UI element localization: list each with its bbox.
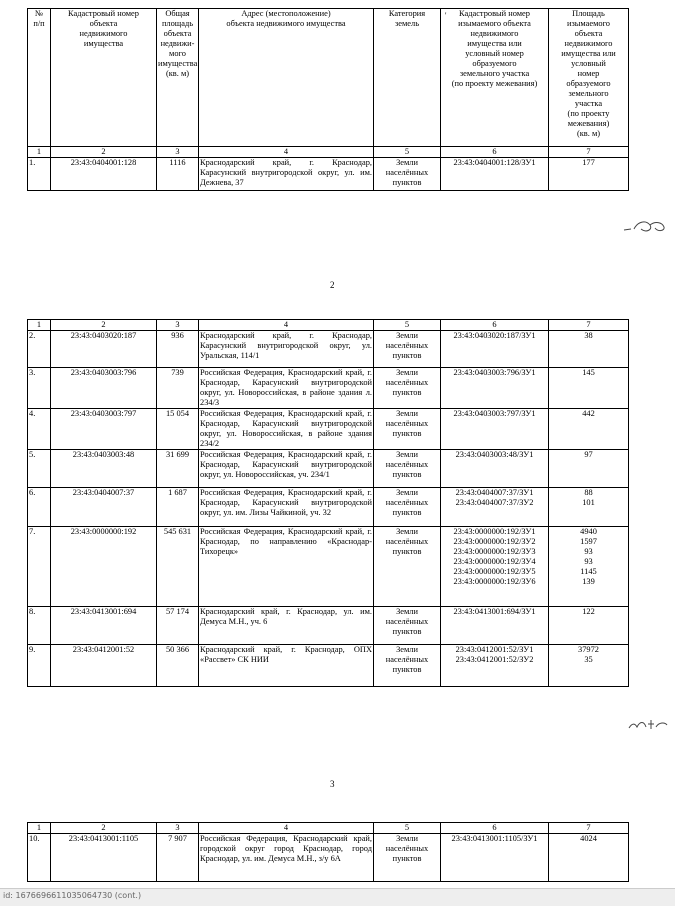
- column-number-row: [28, 147, 629, 158]
- col-number: 2: [51, 823, 157, 834]
- table-row: [28, 409, 629, 450]
- col-number: 6: [441, 147, 549, 158]
- col-number: 6: [441, 320, 549, 331]
- col-number: 4: [199, 320, 374, 331]
- col-number: 7: [549, 147, 629, 158]
- address: Российская Федерация, Краснодарский край, г. Краснодар, Карасунский внутригородской округ, ул. им. Лизы Чайкиной, уч. 32: [199, 488, 374, 527]
- col-number: 2: [51, 320, 157, 331]
- new-area: 177: [549, 158, 629, 191]
- new-cadastral-number: 23:43:0403003:796/ЗУ1: [441, 368, 549, 409]
- row-number: 1.: [28, 158, 51, 191]
- cadastral-number: 23:43:0403003:48: [51, 450, 157, 488]
- row-number: 2.: [28, 331, 51, 368]
- cadastral-number: 23:43:0404001:128: [51, 158, 157, 191]
- col-number: 5: [374, 147, 441, 158]
- new-area: 145: [549, 368, 629, 409]
- address: Краснодарский край, г. Краснодар, Карасунский внутригородской округ, ул. им. Дежнева, 37: [199, 158, 374, 191]
- signature-mark-1: [622, 217, 668, 235]
- column-number-row: [28, 823, 629, 834]
- new-cadastral-number: 23:43:0413001:1105/ЗУ1: [441, 834, 549, 882]
- row-number: 9.: [28, 645, 51, 687]
- header-land-category: Категория земель: [374, 9, 441, 147]
- col-number: 1: [28, 320, 51, 331]
- row-number: 4.: [28, 409, 51, 450]
- address: Российская Федерация, Краснодарский край, городской округ город Краснодар, город Краснодар, ул. им. Демуса М.Н., з/у 6А: [199, 834, 374, 882]
- total-area: 57 174: [157, 607, 199, 645]
- property-table-page-2: [27, 319, 629, 687]
- total-area: 1 687: [157, 488, 199, 527]
- new-area: 442: [549, 409, 629, 450]
- new-area: 122: [549, 607, 629, 645]
- total-area: 545 631: [157, 527, 199, 607]
- header-cadastral-number: Кадастровый номер объекта недвижимого имущества: [51, 9, 157, 147]
- header-dot: ': [445, 11, 447, 20]
- cadastral-number: 23:43:0403020:187: [51, 331, 157, 368]
- table-row: [28, 368, 629, 409]
- new-cadastral-number: 23:43:0413001:694/ЗУ1: [441, 607, 549, 645]
- land-category: Земли населённых пунктов: [374, 645, 441, 687]
- new-area: 4024: [549, 834, 629, 882]
- land-category: Земли населённых пунктов: [374, 488, 441, 527]
- col-number: 3: [157, 823, 199, 834]
- header-row-number: № п/п: [28, 9, 51, 147]
- col-number: 1: [28, 823, 51, 834]
- land-category: Земли населённых пунктов: [374, 834, 441, 882]
- total-area: 31 699: [157, 450, 199, 488]
- col-number: 7: [549, 823, 629, 834]
- land-category: Земли населённых пунктов: [374, 368, 441, 409]
- address: Краснодарский край, г. Краснодар, Карасунский внутригородской округ, ул. Уральская, 114/1: [199, 331, 374, 368]
- property-table-page-1: [27, 8, 629, 191]
- address: Российская Федерация, Краснодарский край, г. Краснодар, по направлению «Краснодар-Тихорецк»: [199, 527, 374, 607]
- land-category: Земли населённых пунктов: [374, 158, 441, 191]
- row-number: 10.: [28, 834, 51, 882]
- row-number: 8.: [28, 607, 51, 645]
- land-category: Земли населённых пунктов: [374, 527, 441, 607]
- row-number: 7.: [28, 527, 51, 607]
- total-area: 1116: [157, 158, 199, 191]
- footer-text: id: 1676696611035064730 (cont.): [3, 891, 142, 900]
- new-cadastral-number: 23:43:0404007:37/ЗУ1 23:43:0404007:37/ЗУ2: [441, 488, 549, 527]
- table-row: [28, 331, 629, 368]
- col-number: 3: [157, 147, 199, 158]
- address: Российская Федерация, Краснодарский край, г. Краснодар, Карасунский внутригородской округ, ул. Новороссийская, в районе здания 234/2: [200, 409, 372, 448]
- new-cadastral-number: 23:43:0412001:52/ЗУ1 23:43:0412001:52/ЗУ2: [441, 645, 549, 687]
- new-area: 4940 1597 93 93 1145 139: [549, 527, 629, 607]
- new-area: 38: [549, 331, 629, 368]
- col-number: 5: [374, 823, 441, 834]
- cadastral-number: 23:43:0413001:1105: [51, 834, 157, 882]
- new-cadastral-number: 23:43:0403003:797/ЗУ1: [441, 409, 549, 450]
- signature-mark-2: [627, 716, 669, 732]
- cadastral-number: 23:43:0413001:694: [51, 607, 157, 645]
- col-number: 1: [28, 147, 51, 158]
- new-cadastral-number: 23:43:0404001:128/ЗУ1: [441, 158, 549, 191]
- cadastral-number: 23:43:0403003:796: [51, 368, 157, 409]
- land-category: Земли населённых пунктов: [374, 450, 441, 488]
- col-number: 6: [441, 823, 549, 834]
- land-category: Земли населённых пунктов: [374, 331, 441, 368]
- table-row: [28, 450, 629, 488]
- col-number: 2: [51, 147, 157, 158]
- col-number: 7: [549, 320, 629, 331]
- row-number: 3.: [28, 368, 51, 409]
- table-row: [28, 645, 629, 687]
- land-category: Земли населённых пунктов: [374, 409, 441, 450]
- total-area: 739: [157, 368, 199, 409]
- total-area: 15 054: [157, 409, 199, 450]
- table-row: [28, 527, 629, 607]
- cadastral-number: 23:43:0404007:37: [51, 488, 157, 527]
- cadastral-number: 23:43:0403003:797: [51, 409, 157, 450]
- total-area: 7 907: [157, 834, 199, 882]
- header-new-area: Площадь изымаемого объекта недвижимого имущества или условный номер образуемого земельного участка (по проекту межевания) (кв. м): [549, 9, 629, 147]
- col-number: 5: [374, 320, 441, 331]
- new-area: 97: [549, 450, 629, 488]
- header-address: Адрес (местоположение) объекта недвижимого имущества: [199, 9, 374, 147]
- row-number: 5.: [28, 450, 51, 488]
- header-total-area: Общая площадь объекта недвижи- мого имущества (кв. м): [157, 9, 199, 147]
- cadastral-number: 23:43:0000000:192: [51, 527, 157, 607]
- col-number: 3: [157, 320, 199, 331]
- new-area: 37972 35: [549, 645, 629, 687]
- table-row: [28, 158, 629, 191]
- new-cadastral-number: 23:43:0000000:192/ЗУ1 23:43:0000000:192/ЗУ2 23:43:0000000:192/ЗУ3 23:43:0000000:192/ЗУ4 23:43:0000000:192/ЗУ5 23:43:0000000:192/ЗУ6: [441, 527, 549, 607]
- land-category: Земли населённых пунктов: [374, 607, 441, 645]
- table-row: [28, 834, 629, 882]
- header-new-cadastral-number: ' Кадастровый номер изымаемого объекта недвижимого имущества или условный номер образуемого земельного участка (по проекту межевания): [441, 9, 549, 147]
- new-cadastral-number: 23:43:0403003:48/ЗУ1: [441, 450, 549, 488]
- property-table-page-3: [27, 822, 629, 882]
- new-cadastral-number: 23:43:0403020:187/ЗУ1: [441, 331, 549, 368]
- page-number-2: 2: [330, 280, 335, 290]
- address: Российская Федерация, Краснодарский край, г. Краснодар, Карасунский внутригородской округ, ул. Новороссийская, уч. 234/1: [199, 450, 374, 488]
- address: Краснодарский край, г. Краснодар, ул. им. Демуса М.Н., уч. 6: [199, 607, 374, 645]
- col-number: 4: [199, 147, 374, 158]
- new-area: 88 101: [549, 488, 629, 527]
- table-row: [28, 607, 629, 645]
- column-number-row: [28, 320, 629, 331]
- col-number: 4: [199, 823, 374, 834]
- row-number: 6.: [28, 488, 51, 527]
- table-row: [28, 488, 629, 527]
- address: Краснодарский край, г. Краснодар, ОПХ «Рассвет» СК НИИ: [199, 645, 374, 687]
- total-area: 936: [157, 331, 199, 368]
- footer-bar: [0, 888, 675, 906]
- cadastral-number: 23:43:0412001:52: [51, 645, 157, 687]
- total-area: 50 366: [157, 645, 199, 687]
- page-number-3: 3: [330, 779, 335, 789]
- table-header-row: [28, 9, 629, 147]
- address: Российская Федерация, Краснодарский край, г. Краснодар, Карасунский внутригородской округ, ул. Новороссийская, в районе здания л. 234/3: [200, 368, 372, 407]
